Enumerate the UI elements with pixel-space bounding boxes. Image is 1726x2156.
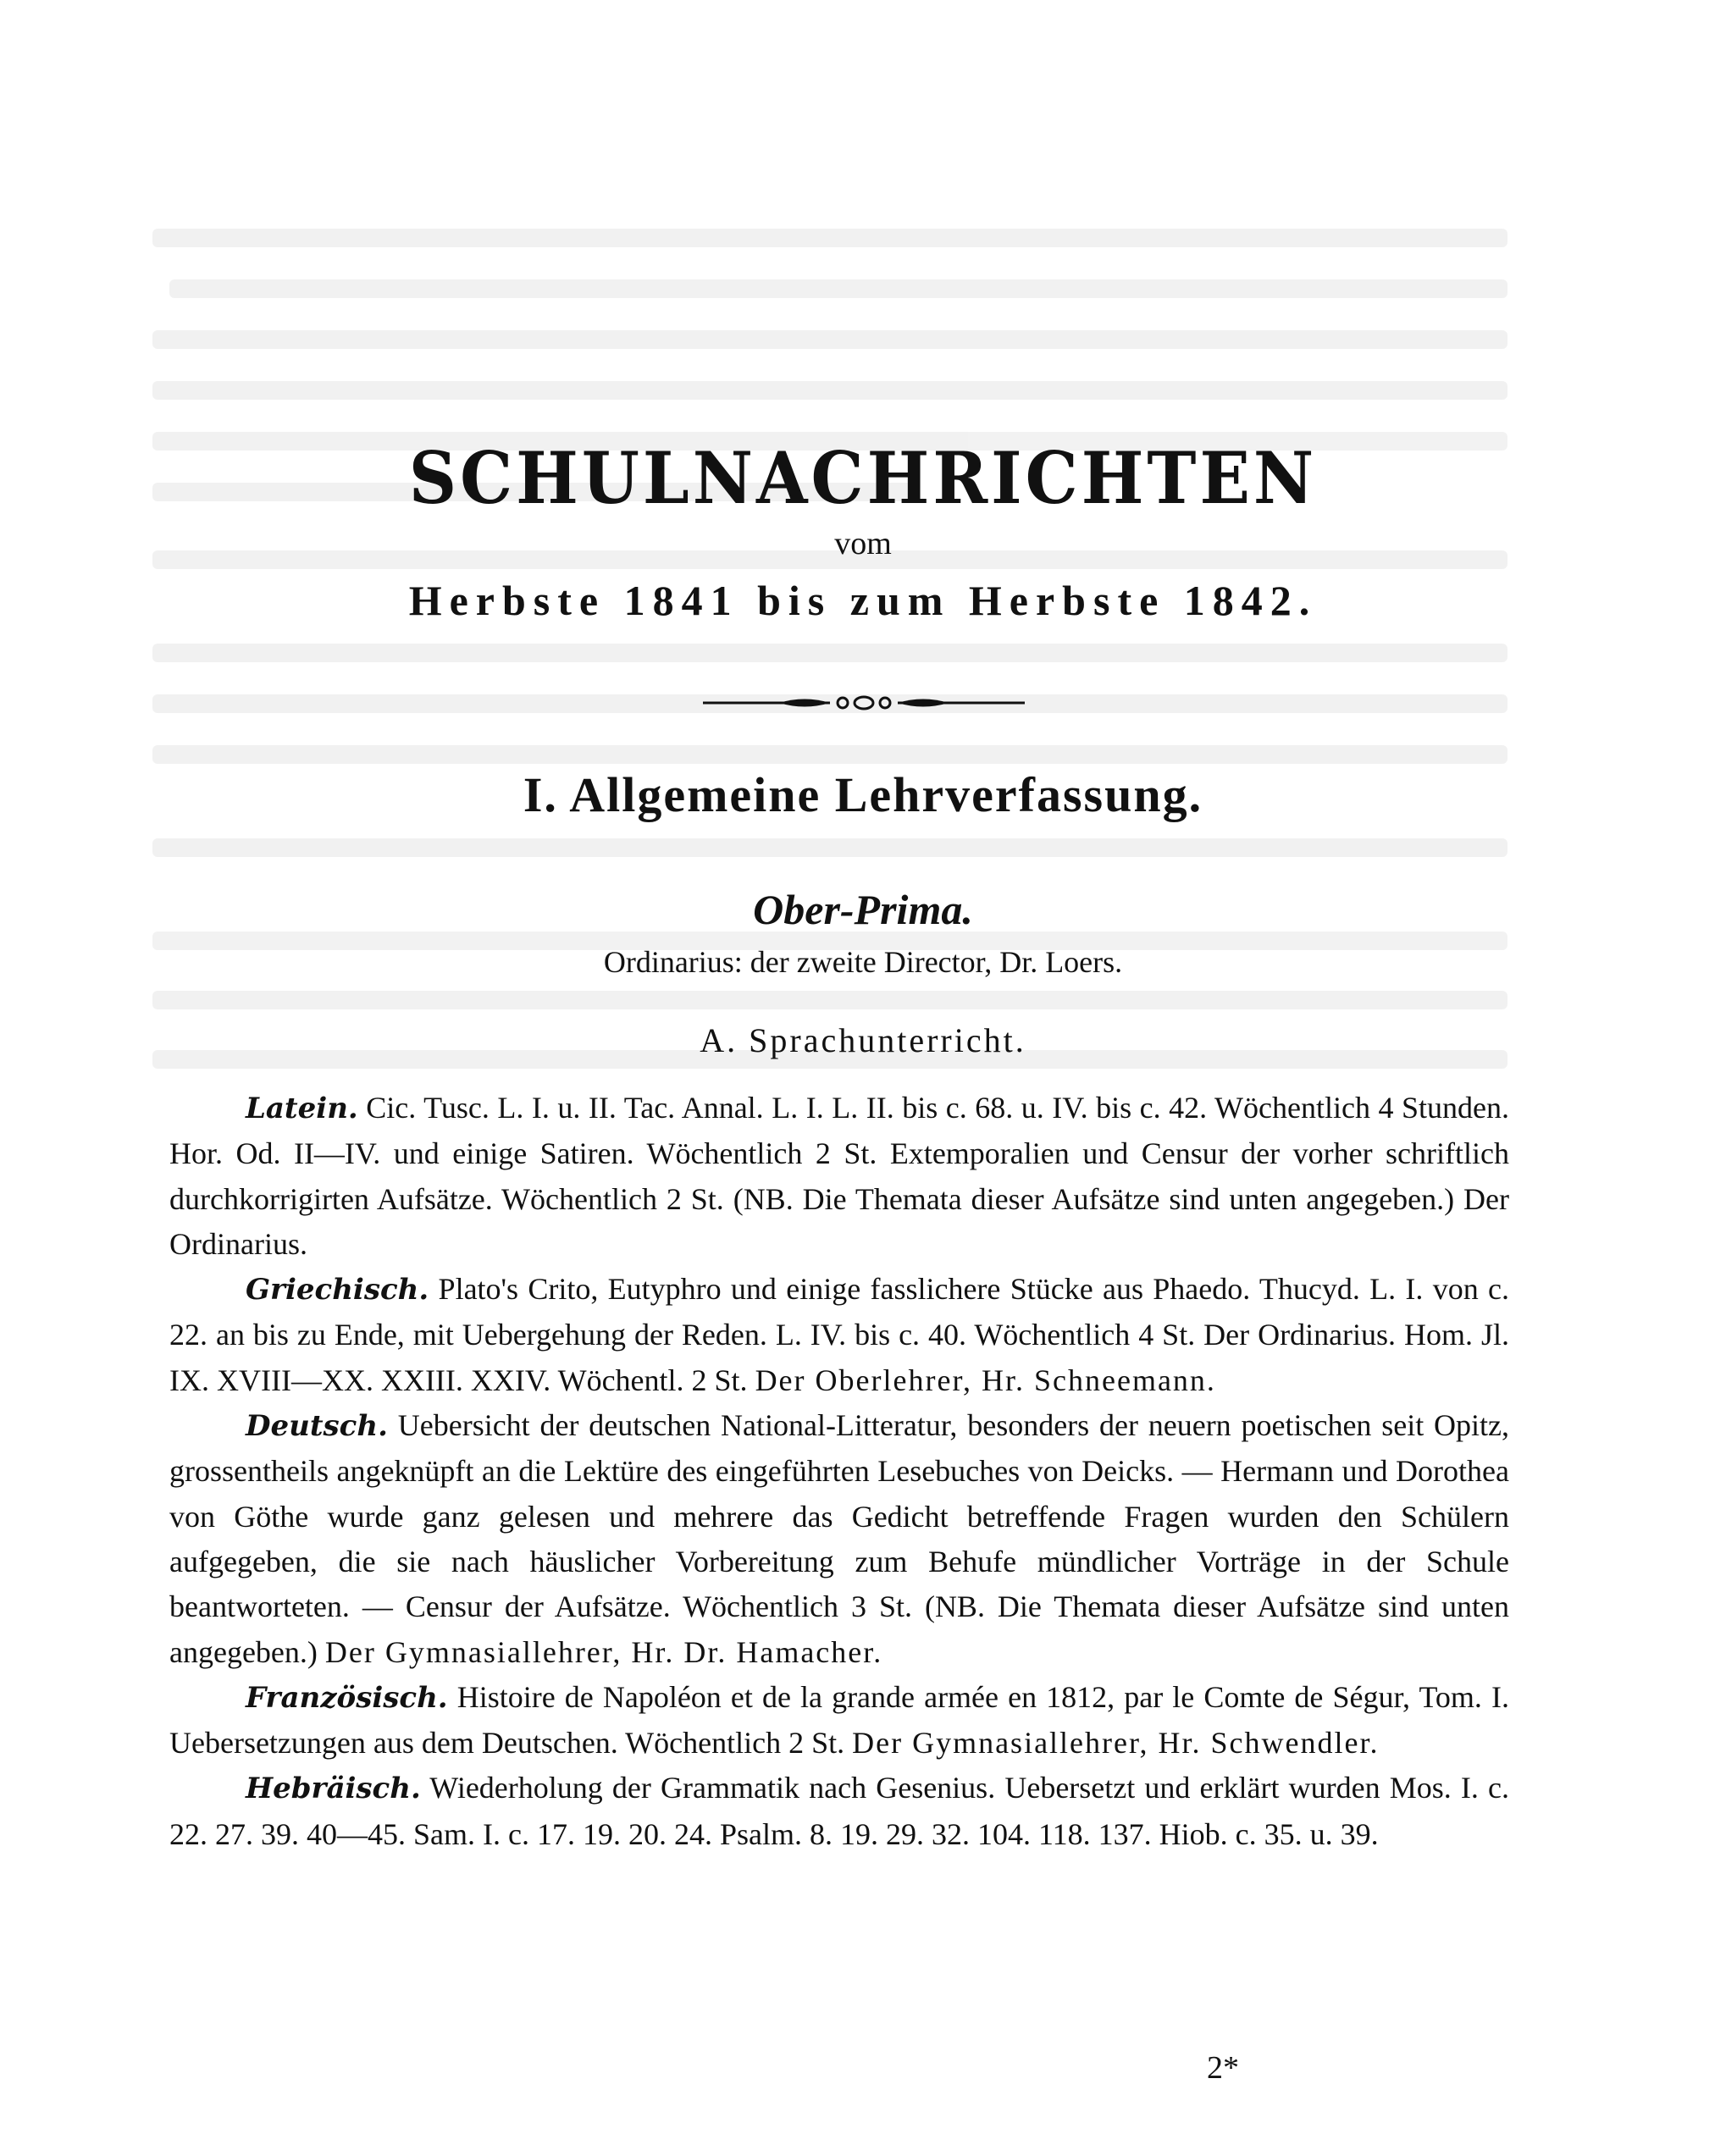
title-connector: vom [834,526,892,561]
title-period: Herbste 1841 bis zum Herbste 1842. [408,577,1318,624]
paragraph-latein [169,1086,1509,1267]
paragraph-text: Uebersicht der deutschen National-Litteratur, besonders der neuern poetischen seit Opitz, grossentheils angeknüpft an die Lektüre des eingeführten Lesebuches von Deicks. — Hermann und Dorothea von Göthe wurde ganz gelesen und mehrere das Gedicht betreffende Fragen wurden den Schülern aufgegeben, die sie nach häuslicher Vorbereitung zum Behufe mündlicher Vorträge in der Schule beantworteten. — Censur der Aufsätze. Wöchentlich 3 St. (NB. Die Themata dieser Aufsätze sind unten angegeben.) [169,1408,1509,1669]
paragraph-text: Wiederholung der Grammatik nach Gesenius. Uebersetzt und erklärt wurden Mos. I. c. 22. 27. 39. 40—45. Sam. I. c. 17. 19. 20. 24. Psalm. 8. 19. 29. 32. 104. 118. 137. Hiob. c. 35. u. 39. [169,1771,1509,1851]
class-heading: Ober-Prima. [753,886,973,933]
curriculum-body [169,1086,1509,1857]
teacher-name: Der Gymnasiallehrer, Hr. Dr. Hamacher. [324,1634,883,1669]
teacher-name: Der Oberlehrer, Hr. Schneemann. [755,1363,1216,1397]
ordinarius-line: Ordinarius: der zweite Director, Dr. Loers. [603,945,1123,979]
paragraph-griechisch [169,1267,1509,1403]
paragraph-franzoesisch [169,1675,1509,1766]
paragraph-hebraeisch [169,1766,1509,1857]
signature-mark: 2* [1207,2050,1239,2086]
paragraph-text: Cic. Tusc. L. I. u. II. Tac. Annal. L. I. L. II. bis c. 68. u. IV. bis c. 42. Wöchentlich 4 Stunden. Hor. Od. II—IV. und einige Satiren. Wöchentlich 2 St. Extemporalien und Censur der vorher schriftlich durchkorrigirten Aufsätze. Wöchentlich 2 St. (NB. Die Themata dieser Aufsätze sind unten angegeben.) Der Ordinarius. [169,1091,1509,1261]
subsection-heading: A. Sprachunterricht. [700,1021,1026,1059]
section-heading: I. Allgemeine Lehrverfassung. [523,767,1203,822]
teacher-name: Der Gymnasiallehrer, Hr. Schwendler. [852,1726,1380,1761]
subject-label: Französisch. [246,1680,448,1715]
document-title: SCHULNACHRICHTEN [408,437,1318,521]
subject-label: Griechisch. [246,1273,429,1307]
paragraph-deutsch [169,1403,1509,1675]
paragraph-text: Plato's Crito, Eutyphro und einige fasslichere Stücke aus Phaedo. Thucyd. L. I. von c. 22. an bis zu Ende, mit Uebergehung der Reden. L. IV. bis c. 40. Wöchentlich 4 St. Der Ordinarius. Hom. Jl. IX. XVIII—XX. XXIII. XXIV. Wöchentl. 2 St. [169,1272,1509,1397]
subject-label: Deutsch. [246,1409,388,1444]
subject-label: Hebräisch. [246,1772,421,1806]
ornamental-rule [703,690,1025,716]
paragraph-text: Histoire de Napoléon et de la grande armée en 1812, par le Comte de Ségur, Tom. I. Uebersetzungen aus dem Deutschen. Wöchentlich 2 St. [169,1679,1509,1761]
subject-label: Latein. [246,1092,358,1125]
